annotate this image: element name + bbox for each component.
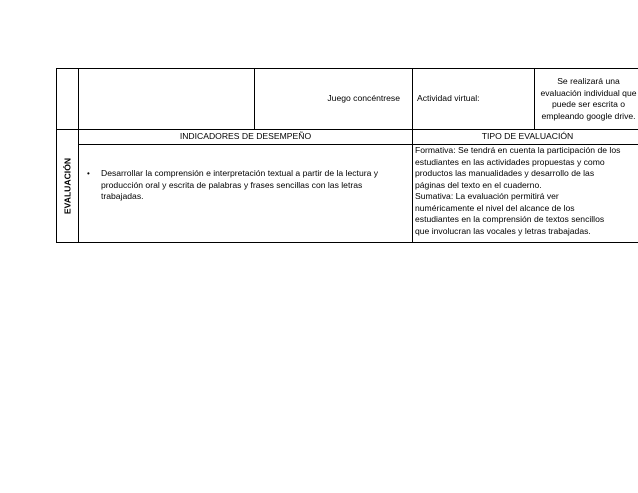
activity-row [57,69,638,130]
evaluation-note: Se realizará una evaluación individual que puede ser escrita o empleando google drive. [540,76,637,121]
lesson-plan-table [56,68,638,243]
eval-line: productos las manualidades y desarrollo de las [415,168,595,178]
eval-line: Formativa: Se tendrá en cuenta la participación de los [415,145,621,155]
section-label-cell [57,130,79,243]
indicators-header-cell [79,130,413,145]
content-row [57,145,638,243]
eval-type-header-cell [413,130,638,145]
game-label: Juego concéntrese [327,93,400,104]
indicator-list-item [87,168,404,203]
eval-line: que involucran las vocales y letras trabajadas. [415,225,591,236]
section-vertical-label: EVALUACIÓN [61,157,72,215]
bullet-icon: • [87,169,90,179]
header-row [57,130,638,145]
eval-line: numéricamente el nivel del alcance de los [415,202,575,213]
evaluation-note-cell [535,69,638,130]
empty-cell [79,69,255,130]
eval-type-cell [413,145,638,243]
indicator-text: Desarrollar la comprensión e interpretación textual a partir de la lectura y producción oral y escrita de palabras y frases sencillas con las letras trabajadas. [101,168,379,202]
activity-cell [413,69,535,130]
game-cell [255,69,413,130]
eval-line: páginas del texto en el cuaderno. [415,179,542,190]
eval-type-header: TIPO DE EVALUACIÓN [481,131,574,142]
indicator-cell [79,145,413,243]
eval-line: Sumativa: La evaluación permitirá ver [415,191,559,201]
eval-line: estudiantes en la comprensión de textos sencillos [415,214,605,224]
activity-label: Actividad virtual: [417,93,480,104]
eval-line: estudiantes en las actividades propuestas y como [415,156,605,167]
indicators-header: INDICADORES DE DESEMPEÑO [179,131,312,142]
empty-label-cell [57,69,79,130]
